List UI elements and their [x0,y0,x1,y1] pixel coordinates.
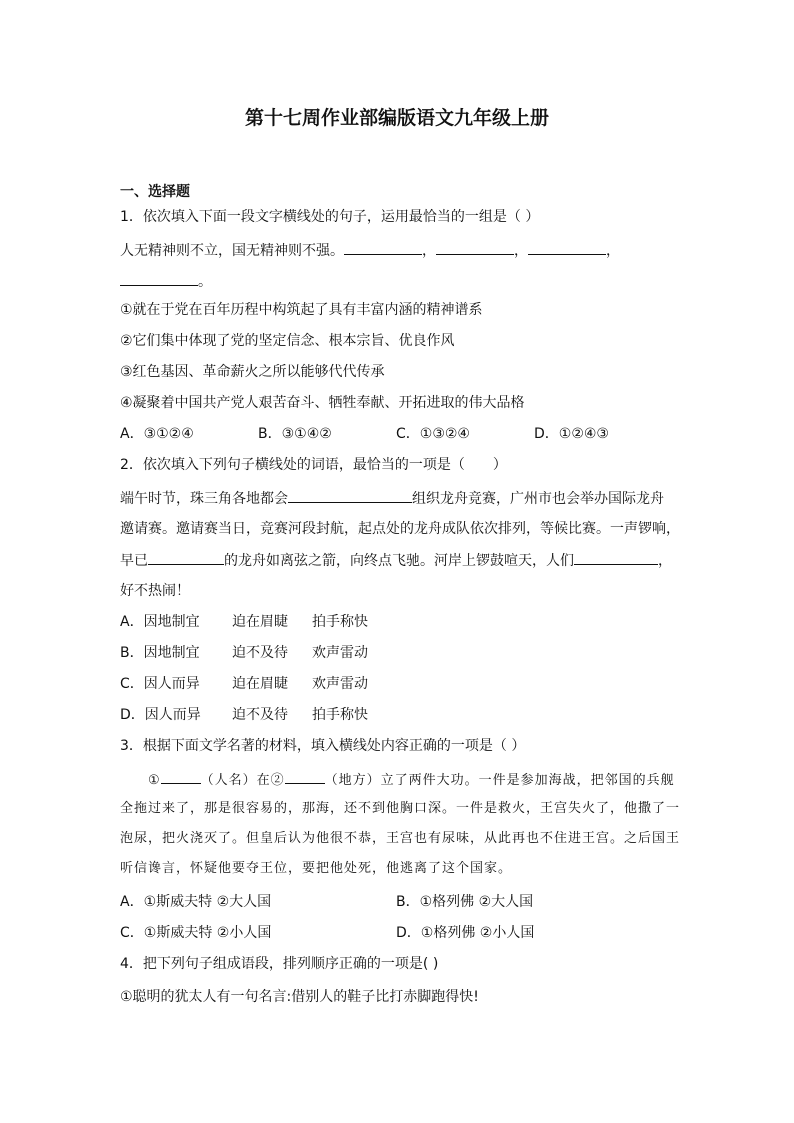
q2-para-line: 好不热闹！ [120,583,190,599]
q2-option-word: 迫在眉睫 [232,676,288,692]
q3-text: （人名）在② [200,773,285,788]
q3-text: （地方）立了两件大功。一件是参加海战，把邻国的兵舰 [324,773,675,788]
q2-option-word: 拍手称快 [312,707,368,723]
q3-text: ① [148,773,161,788]
q2-option-word: C．因人而异 [120,676,200,692]
q1-option-d: D．①②④③ [534,426,609,442]
q1-item: ②它们集中体现了党的坚定信念、根本宗旨、优良作风 [120,333,455,349]
q1-item: ③红色基因、革命薪火之所以能够代代传承 [120,364,385,380]
q2-option-c [120,674,368,694]
q2-text: 早已 [120,553,148,569]
q1-item: ④凝聚着中国共产党人艰苦奋斗、牺牲奉献、开拓进取的伟大品格 [120,395,525,411]
q1-blank-3 [528,240,606,255]
q3-passage-line: 全拖过来了，那是很容易的，那海，还不到他胸口深。一件是救火，王宫失火了，他撒了一 [120,801,681,816]
q3-option-c: C．①斯威夫特 ②小人国 [120,925,272,941]
q2-option-word: 欢声雷动 [312,676,368,692]
q2-option-d [120,705,368,725]
q1-text-line-2 [120,271,212,292]
q1-end: 。 [198,274,212,290]
q1-sep: ， [606,243,620,259]
q1-sep: ， [514,243,528,259]
q2-option-word: 迫不及待 [232,707,288,723]
q2-text: 组织龙舟竞赛，广州市也会举办国际龙舟 [412,491,664,507]
q3-options-row-1 [120,892,533,912]
q3-passage-line: 泡尿，把火浇灭了。但皇后认为他很不恭，王宫也有尿味，从此再也不住进王宫。之后国王 [120,831,681,846]
q2-blank-2 [148,550,224,565]
q3-options-row-2 [120,923,534,943]
q3-option-d: D．①格列佛 ②小人国 [396,925,535,941]
q3-passage-line: 听信谗言，怀疑他要夺王位，要把他处死，他逃离了这个国家。 [120,861,513,876]
q1-option-b: B．③①④② [258,426,332,442]
q2-para-line: 邀请赛。邀请赛当日，竞赛河段封航，起点处的龙舟成队依次排列，等候比赛。一声锣响， [120,521,680,537]
q2-blank-1 [288,488,412,503]
q1-blank-4 [120,271,198,286]
q2-option-word: 迫在眉睫 [232,614,288,630]
q2-text: 的龙舟如离弦之箭，向终点飞驰。河岸上锣鼓喧天，人们 [224,553,574,569]
q4-item: ①聪明的犹太人有一句名言:借别人的鞋子比打赤脚跑得快! [120,989,479,1005]
q2-option-word: B．因地制宜 [120,645,200,661]
q2-option-word: 欢声雷动 [312,645,368,661]
q1-item: ①就在于党在百年历程中构筑起了具有丰富内涵的精神谱系 [120,302,483,318]
q1-sep: ， [422,243,436,259]
q1-option-a: A．③①②④ [120,426,194,442]
q2-option-a [120,612,368,632]
q2-option-word: A．因地制宜 [120,614,200,630]
q2-stem: 2．依次填入下列句子横线处的词语，最恰当的一项是（ ） [120,457,507,473]
q4-stem: 4．把下列句子组成语段，排列顺序正确的一项是( ) [120,956,439,972]
q1-blank-1 [344,240,422,255]
q1-blank-2 [436,240,514,255]
q2-blank-3 [574,550,658,565]
q2-option-word: 迫不及待 [232,645,288,661]
q1-text-line [120,240,620,261]
q2-option-b [120,643,368,663]
section-heading: 一、选择题 [120,184,190,200]
q3-blank-1 [161,769,201,784]
q3-blank-2 [285,769,325,784]
q3-passage-line [148,769,675,791]
q3-stem: 3．根据下面文学名著的材料，填入横线处内容正确的一项是（ ） [120,738,526,754]
page-title: 第十七周作业部编版语文九年级上册 [244,107,549,129]
q3-option-b: B．①格列佛 ②大人国 [396,894,534,910]
q3-option-a: A．①斯威夫特 ②大人国 [120,894,272,910]
q2-para-line [120,550,672,571]
q1-stem: 1．依次填入下面一段文字横线处的句子，运用最恰当的一组是（ ） [120,209,540,225]
q2-option-word: 拍手称快 [312,614,368,630]
q1-text: 人无精神则不立，国无精神则不强。 [120,243,344,259]
q1-option-c: C．①③②④ [396,426,470,442]
q2-option-word: D．因人而异 [120,707,201,723]
q1-options [120,424,609,444]
q2-text: ， [658,553,672,569]
q2-para-line [120,488,664,509]
q2-text: 端午时节，珠三角各地都会 [120,491,288,507]
